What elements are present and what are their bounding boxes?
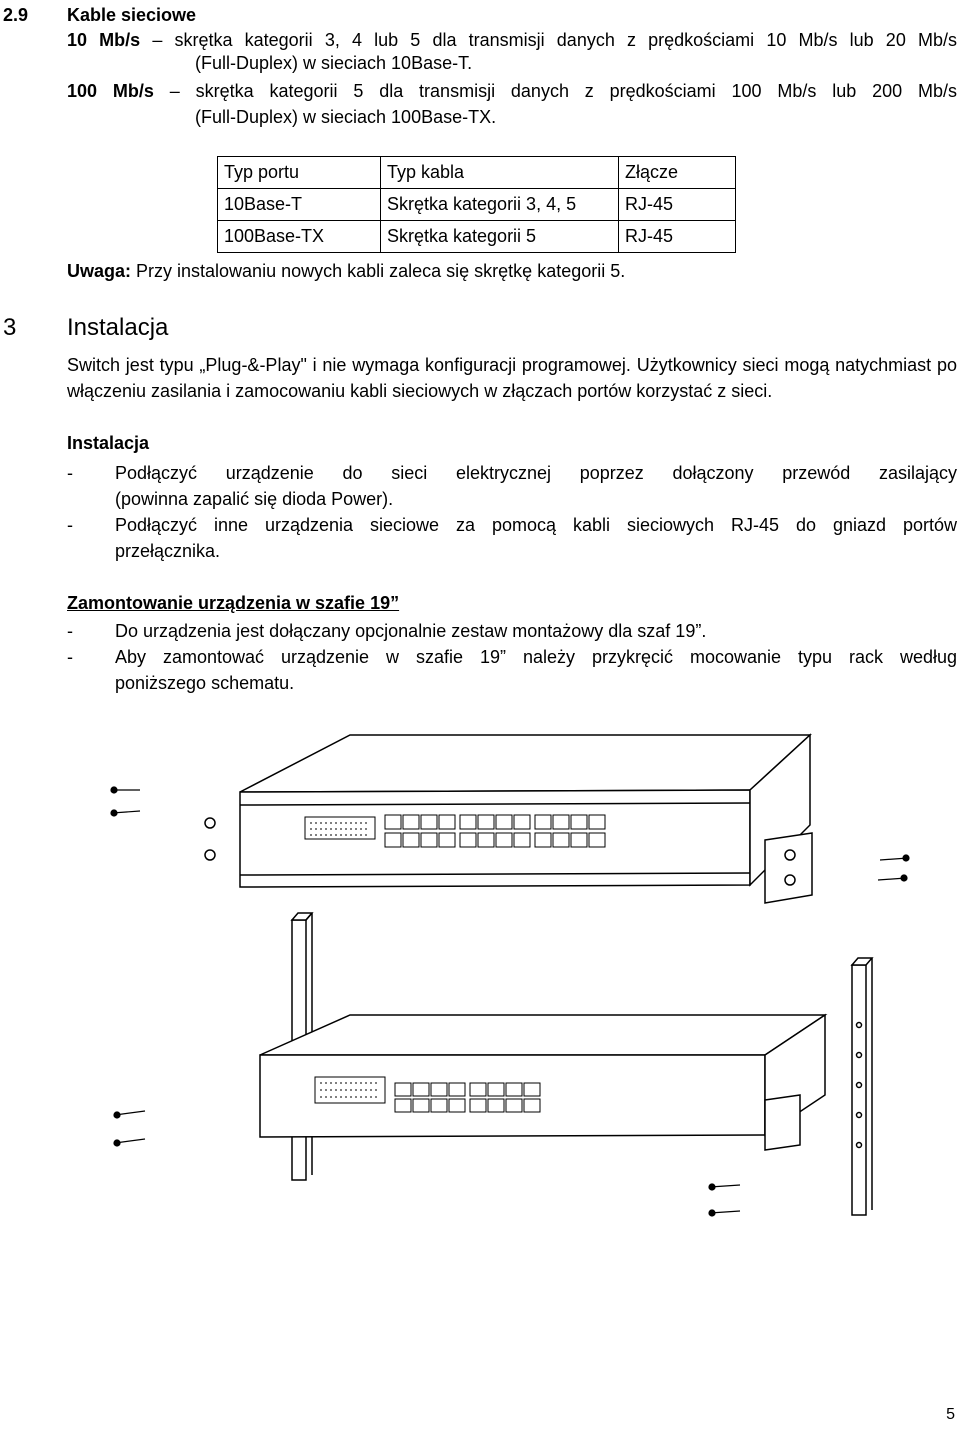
switch-illustration [205,735,812,903]
rack-mount-diagram [100,725,920,1225]
table-cell: Skrętka kategorii 5 [381,221,619,253]
table-cell: RJ-45 [619,189,736,221]
switch-illustration [260,1015,825,1150]
table-header-cell: Typ portu [218,157,381,189]
cable-100mb-line [67,78,957,104]
cable-note [67,258,625,284]
cable-table [217,156,736,253]
installation-intro: Switch jest typu „Plug-&-Play" i nie wymaga konfiguracji programowej. Użytkownicy sieci mogą natychmiast po włączeniu zasilania i zamocowaniu kabli sieciowych w złączach portów korzystać z sieci. [67,355,957,401]
table-cell: RJ-45 [619,221,736,253]
cable-100mb-text: – skrętka kategorii 5 dla transmisji danych z prędkościami 100 Mb/s lub 200 Mb/s [153,81,957,101]
list-dash: - [67,515,73,535]
table-cell: Skrętka kategorii 3, 4, 5 [381,189,619,221]
table-header-cell: Typ kabla [381,157,619,189]
list-item: Aby zamontować urządzenie w szafie 19” należy przykręcić mocowanie typu rack według [115,647,957,667]
table-cell: 100Base-TX [218,221,381,253]
table-cell: 10Base-T [218,189,381,221]
list-item-continuation: poniższego schematu. [115,673,295,693]
list-item: Podłączyć urządzenie do sieci elektrycznej poprzez dołączony przewód zasilający [115,463,957,483]
section-title: Kable sieciowe [67,5,197,25]
list-item: Do urządzenia jest dołączany opcjonalnie zestaw montażowy dla szaf 19”. [115,621,707,641]
cable-100mb-continuation: (Full-Duplex) w sieciach 100Base-TX. [195,107,497,127]
note-text: Przy instalowaniu nowych kabli zaleca się skrętkę kategorii 5. [131,261,626,281]
table-row [218,221,736,253]
cable-10mb-continuation: (Full-Duplex) w sieciach 10Base-T. [195,53,473,73]
list-dash: - [67,647,73,667]
installation-section-title: Instalacja [67,314,169,341]
note-label: Uwaga: [67,261,132,281]
table-header-cell: Złącze [619,157,736,189]
table-header-row [218,157,736,189]
installation-subheading: Instalacja [67,433,150,453]
list-item-continuation: (powinna zapalić się dioda Power). [115,489,394,509]
list-dash: - [67,621,73,641]
cable-10mb-label: 10 Mb/s [67,30,141,50]
list-item-continuation: przełącznika. [115,541,221,561]
list-item: Podłączyć inne urządzenia sieciowe za pomocą kabli sieciowych RJ-45 do gniazd portów [115,515,957,535]
cable-10mb-text: – skrętka kategorii 3, 4 lub 5 dla transmisji danych z prędkościami 10 Mb/s lub 20 Mb/s [140,30,957,50]
page-number: 5 [946,1406,955,1423]
table-row [218,189,736,221]
installation-section-number: 3 [3,314,17,341]
section-number: 2.9 [3,5,29,25]
cable-100mb-label: 100 Mb/s [67,81,154,101]
list-dash: - [67,463,73,483]
rack-mount-heading: Zamontowanie urządzenia w szafie 19” [67,593,400,613]
